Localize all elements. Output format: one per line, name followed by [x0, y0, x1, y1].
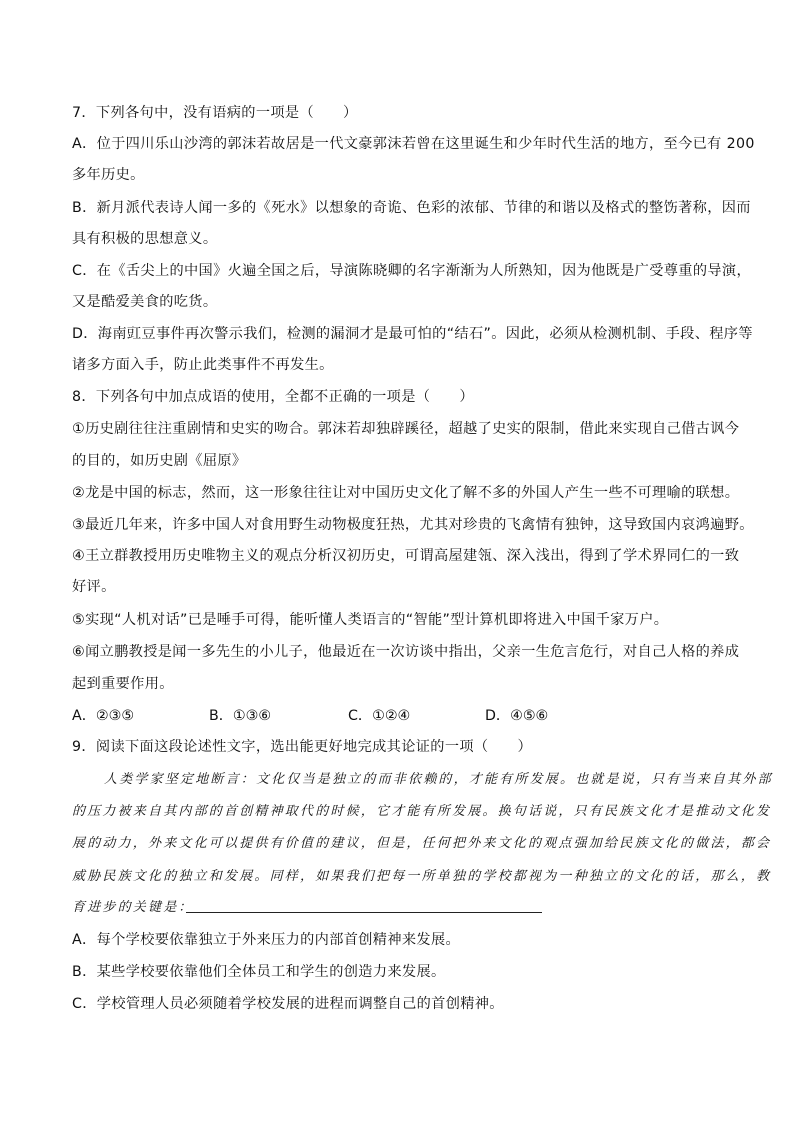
- q8-options: [72, 706, 732, 726]
- q7-option-c-line2: 又是酷爱美食的吃货。: [72, 294, 218, 310]
- q7-option-d-line1: D．海南豇豆事件再次警示我们，检测的漏洞才是最可怕的“结石”。因此，必须从检测机制、手段、程序等: [72, 326, 753, 342]
- q9-passage-line5: 育进步的关键是：: [72, 900, 194, 915]
- q9-answer-blank: [186, 911, 542, 913]
- q8-sentence-4-line2: 好评。: [72, 579, 116, 595]
- q7-stem: 7．下列各句中，没有语病的一项是（ ）: [72, 105, 358, 121]
- q9-passage-line1: 人类学家坚定地断言：文化仅当是独立的而非依赖的，才能有所发展。也就是说，只有当来自其外部: [104, 772, 773, 787]
- q8-sentence-6-line1: ⑥闻立鹏教授是闻一多先生的小儿子，他最近在一次访谈中指出，父亲一生危言危行，对自己人格的养成: [72, 644, 740, 660]
- q7-option-b-line1: B．新月派代表诗人闻一多的《死水》以想象的奇诡、色彩的浓郁、节律的和谐以及格式的整饬著称，因而: [72, 200, 751, 216]
- q9-option-b: B．某些学校要依靠他们全体员工和学生的创造力来发展。: [72, 964, 446, 980]
- q8-sentence-1-line1: ①历史剧往往注重剧情和史实的吻合。郭沫若却独辟蹊径，超越了史实的限制，借此来实现自己借古讽今: [72, 421, 740, 437]
- q8-option-b: B．①③⑥: [209, 708, 272, 724]
- q8-sentence-1-line2: 的目的，如历史剧《屈原》: [72, 453, 247, 469]
- q8-sentence-3: ③最近几年来，许多中国人对食用野生动物极度狂热，尤其对珍贵的飞禽情有独钟，这导致国内哀鸿遍野。: [72, 517, 754, 533]
- q8-sentence-4-line1: ④王立群教授用历史唯物主义的观点分析汉初历史，可谓高屋建瓴、深入浅出，得到了学术界同仁的一致: [72, 548, 740, 564]
- q9-passage-line4: 威胁民族文化的独立和发展。同样，如果我们把每一所单独的学校都视为一种独立的文化的话，那么，教: [72, 869, 772, 884]
- q9-option-c: C．学校管理人员必须随着学校发展的进程而调整自己的首创精神。: [72, 996, 504, 1012]
- q7-option-d-line2: 诸多方面入手，防止此类事件不再发生。: [72, 357, 334, 373]
- q8-option-a: A．②③⑤: [72, 708, 135, 724]
- q7-option-b-line2: 具有积极的思想意义。: [72, 231, 218, 247]
- q7-option-a-line1: A．位于四川乐山沙湾的郭沫若故居是一代文豪郭沫若曾在这里诞生和少年时代生活的地方，至今已有 200: [72, 136, 755, 152]
- q7-option-a-line2: 多年历史。: [72, 167, 145, 183]
- q9-passage-line3: 展的动力，外来文化可以提供有价值的建议，但是，任何把外来文化的观点强加给民族文化的做法，都会: [72, 836, 772, 851]
- q8-option-c: C．①②④: [348, 708, 411, 724]
- q8-sentence-6-line2: 起到重要作用。: [72, 676, 174, 692]
- q9-option-a: A．每个学校要依靠独立于外来压力的内部首创精神来发展。: [72, 932, 461, 948]
- q7-option-c-line1: C．在《舌尖上的中国》火遍全国之后，导演陈晓卿的名字渐渐为人所熟知，因为他既是广受尊重的导演，: [72, 263, 751, 279]
- q8-stem: 8．下列各句中加点成语的使用，全都不正确的一项是（ ）: [72, 389, 474, 405]
- q8-sentence-2: ②龙是中国的标志，然而，这一形象往往让对中国历史文化了解不多的外国人产生一些不可理喻的联想。: [72, 485, 740, 501]
- q8-sentence-5: ⑤实现“人机对话”已是唾手可得，能听懂人类语言的“智能”型计算机即将进入中国千家万户。: [72, 612, 669, 628]
- q9-passage-line2: 的压力被来自其内部的首创精神取代的时候，它才能有所发展。换句话说，只有民族文化才是推动文化发: [72, 804, 772, 819]
- q9-stem: 9．阅读下面这段论述性文字，选出能更好地完成其论证的一项（ ）: [72, 739, 533, 755]
- q8-option-d: D．④⑤⑥: [485, 708, 549, 724]
